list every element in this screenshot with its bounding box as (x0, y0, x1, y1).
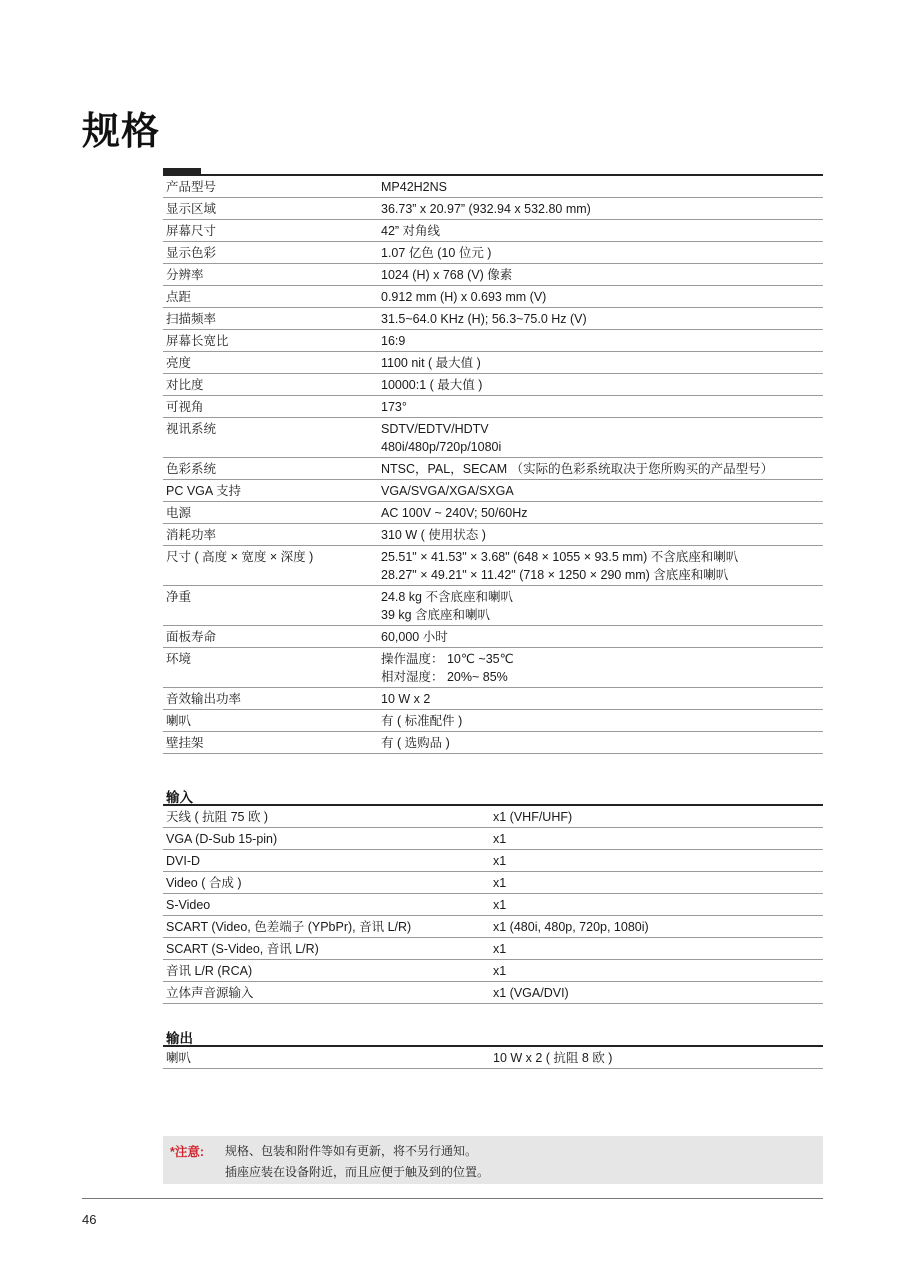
spec-row (163, 374, 823, 396)
spec-value-line: 31.5~64.0 KHz (H); 56.3~75.0 Hz (V) (381, 312, 587, 326)
spec-value (378, 374, 823, 396)
spec-label: 屏幕尺寸 (163, 220, 378, 242)
spec-row (163, 458, 823, 480)
input-row-label: Video ( 合成 ) (163, 872, 490, 894)
spec-value-line: 0.912 mm (H) x 0.693 mm (V) (381, 290, 547, 304)
page-number: 46 (82, 1212, 97, 1227)
note-label: *注意: (170, 1145, 205, 1159)
input-row-value: x1 (490, 894, 823, 916)
spec-label: 面板寿命 (163, 626, 378, 648)
input-row-value: x1 (490, 872, 823, 894)
spec-value-line: 36.73” x 20.97” (932.94 x 532.80 mm) (381, 202, 591, 216)
input-row-value: x1 (VGA/DVI) (490, 982, 823, 1004)
spec-row (163, 352, 823, 374)
input-row-value: x1 (480i, 480p, 720p, 1080i) (490, 916, 823, 938)
input-row-label: S-Video (163, 894, 490, 916)
spec-label: 分辨率 (163, 264, 378, 286)
spec-value (378, 710, 823, 732)
page-title: 规格 (82, 109, 161, 153)
spec-row (163, 220, 823, 242)
spec-row (163, 330, 823, 352)
spec-value-line: 28.27" × 49.21" × 11.42" (718 × 1250 × 290 mm) 含底座和喇叭 (381, 568, 729, 582)
input-row-value: x1 (490, 960, 823, 982)
spec-value-line: 有 ( 标准配件 ) (381, 714, 463, 728)
spec-label: 净重 (163, 586, 378, 626)
spec-value (378, 502, 823, 524)
spec-value-line: 60,000 小时 (381, 630, 448, 644)
spec-row (163, 175, 823, 198)
spec-value-line: VGA/SVGA/XGA/SXGA (381, 484, 514, 498)
footer-divider (82, 1198, 823, 1199)
spec-value (378, 286, 823, 308)
spec-label: 视讯系统 (163, 418, 378, 458)
spec-label: PC VGA 支持 (163, 480, 378, 502)
input-row-value: x1 (VHF/UHF) (490, 805, 823, 828)
input-row-value: x1 (490, 850, 823, 872)
spec-value-line: 25.51" × 41.53" × 3.68" (648 × 1055 × 93.5 mm) 不含底座和喇叭 (381, 550, 739, 564)
spec-row (163, 286, 823, 308)
spec-value-line: 有 ( 选购品 ) (381, 736, 450, 750)
output-row (163, 1046, 823, 1069)
note-line: 插座应装在设备附近，而且应便于触及到的位置。 (225, 1165, 490, 1179)
spec-value-line: 1100 nit ( 最大值 ) (381, 356, 481, 370)
spec-row (163, 396, 823, 418)
spec-value (378, 352, 823, 374)
spec-value (378, 308, 823, 330)
input-row-label: 天线 ( 抗阻 75 欧 ) (163, 805, 490, 828)
spec-row (163, 242, 823, 264)
spec-value (378, 480, 823, 502)
spec-label: 产品型号 (163, 175, 378, 198)
input-row-label: SCART (Video, 色差端子 (YPbPr), 音讯 L/R) (163, 916, 490, 938)
spec-label: 可视角 (163, 396, 378, 418)
spec-value (378, 458, 823, 480)
note-line: 规格、包装和附件等如有更新，将不另行通知。 (225, 1144, 478, 1158)
spec-label: 亮度 (163, 352, 378, 374)
input-row (163, 850, 823, 872)
spec-row (163, 648, 823, 688)
spec-value-line: 173° (381, 400, 407, 414)
output-row-label: 喇叭 (163, 1046, 490, 1069)
spec-row (163, 688, 823, 710)
spec-row (163, 198, 823, 220)
spec-value (378, 648, 823, 688)
inputs-heading: 输入 (166, 790, 193, 805)
spec-label: 壁挂架 (163, 732, 378, 754)
spec-value-line: 操作温度： 10℃ ~35℃ (381, 652, 514, 666)
input-row (163, 805, 823, 828)
spec-row (163, 586, 823, 626)
spec-value-line: 10000:1 ( 最大值 ) (381, 378, 483, 392)
spec-row (163, 264, 823, 286)
spec-value-line: 1.07 亿色 (10 位元 ) (381, 246, 492, 260)
input-row (163, 982, 823, 1004)
outputs-heading: 输出 (166, 1031, 193, 1046)
spec-value (378, 198, 823, 220)
input-row (163, 872, 823, 894)
spec-label: 尺寸 ( 高度 × 宽度 × 深度 ) (163, 546, 378, 586)
spec-value-line: AC 100V ~ 240V; 50/60Hz (381, 506, 528, 520)
spec-value-line: MP42H2NS (381, 180, 447, 194)
input-row-value: x1 (490, 828, 823, 850)
spec-value (378, 418, 823, 458)
input-row-value: x1 (490, 938, 823, 960)
spec-label: 扫描频率 (163, 308, 378, 330)
inputs-table (163, 804, 823, 1004)
spec-row (163, 308, 823, 330)
input-row-label: DVI-D (163, 850, 490, 872)
input-row-label: SCART (S-Video, 音讯 L/R) (163, 938, 490, 960)
spec-value-line: 16:9 (381, 334, 406, 348)
spec-value-line: 10 W x 2 (381, 692, 431, 706)
note-box (163, 1136, 823, 1184)
input-row (163, 938, 823, 960)
spec-value-line: SDTV/EDTV/HDTV (381, 422, 489, 436)
spec-label: 屏幕长宽比 (163, 330, 378, 352)
output-row-value: 10 W x 2 ( 抗阻 8 欧 ) (490, 1046, 823, 1069)
spec-label: 音效输出功率 (163, 688, 378, 710)
spec-value-line: 310 W ( 使用状态 ) (381, 528, 486, 542)
spec-value (378, 586, 823, 626)
spec-label: 环境 (163, 648, 378, 688)
spec-row (163, 524, 823, 546)
spec-value (378, 242, 823, 264)
spec-value (378, 330, 823, 352)
spec-label: 对比度 (163, 374, 378, 396)
spec-value (378, 175, 823, 198)
spec-label: 电源 (163, 502, 378, 524)
spec-value-line: 24.8 kg 不含底座和喇叭 (381, 590, 513, 604)
spec-value (378, 396, 823, 418)
spec-label: 点距 (163, 286, 378, 308)
spec-label: 喇叭 (163, 710, 378, 732)
spec-row (163, 502, 823, 524)
spec-value-line: 相对湿度： 20%~ 85% (381, 670, 508, 684)
spec-value-line: 1024 (H) x 768 (V) 像素 (381, 268, 513, 282)
input-row (163, 894, 823, 916)
spec-row (163, 546, 823, 586)
spec-value-line: NTSC，PAL，SECAM （实际的色彩系统取决于您所购买的产品型号） (381, 462, 774, 476)
outputs-table (163, 1045, 823, 1069)
spec-row (163, 480, 823, 502)
input-row (163, 916, 823, 938)
spec-label: 消耗功率 (163, 524, 378, 546)
spec-row (163, 418, 823, 458)
spec-label: 显示色彩 (163, 242, 378, 264)
spec-value (378, 524, 823, 546)
spec-row (163, 626, 823, 648)
input-row (163, 960, 823, 982)
spec-value (378, 220, 823, 242)
spec-value (378, 626, 823, 648)
spec-value (378, 688, 823, 710)
spec-value-line: 39 kg 含底座和喇叭 (381, 608, 491, 622)
spec-row (163, 710, 823, 732)
input-row-label: 音讯 L/R (RCA) (163, 960, 490, 982)
spec-value-line: 480i/480p/720p/1080i (381, 440, 502, 454)
spec-value (378, 546, 823, 586)
spec-table (163, 174, 823, 754)
spec-value-line: 42” 对角线 (381, 224, 441, 238)
input-row-label: 立体声音源输入 (163, 982, 490, 1004)
spec-label: 色彩系统 (163, 458, 378, 480)
input-row (163, 828, 823, 850)
input-row-label: VGA (D-Sub 15-pin) (163, 828, 490, 850)
spec-value (378, 264, 823, 286)
spec-value (378, 732, 823, 754)
spec-label: 显示区域 (163, 198, 378, 220)
spec-row (163, 732, 823, 754)
